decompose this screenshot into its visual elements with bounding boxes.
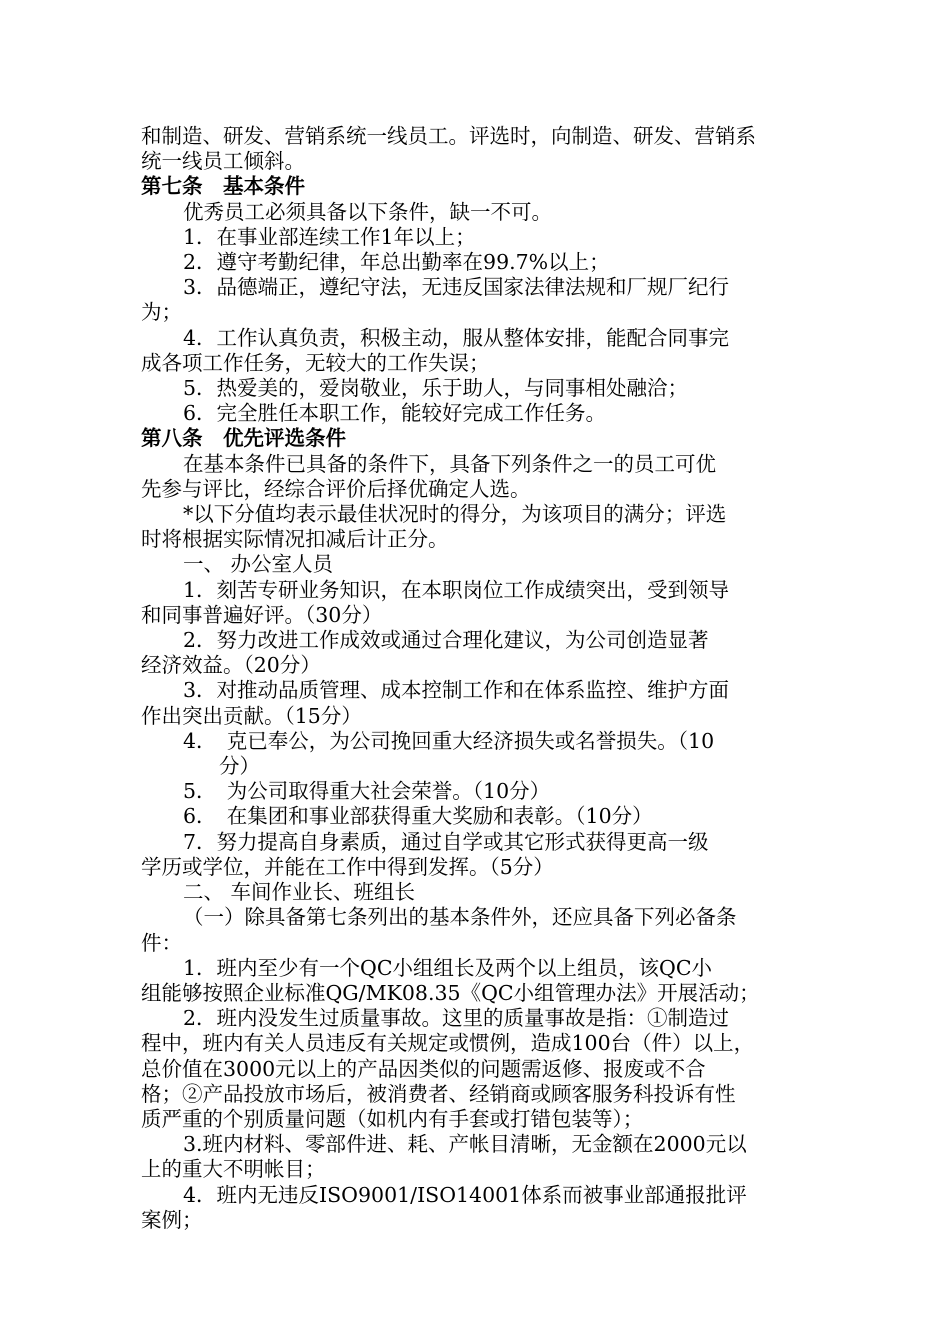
list-item-continuation: 和同事普遍好评。（30分） xyxy=(141,602,383,627)
list-item: 5．热爱美的，爱岗敬业，乐于助人，与同事相处融洽； xyxy=(183,376,689,401)
list-item: 5． 为公司取得重大社会荣誉。（10分） xyxy=(183,779,551,804)
list-item: 1．班内至少有一个QC小组组长及两个以上组员，该QC小 xyxy=(183,955,713,980)
list-item: 2．努力改进工作成效或通过合理化建议，为公司创造显著 xyxy=(183,628,709,653)
list-item-continuation: 格；②产品投放市场后，被消费者、经销商或顾客服务科投诉有性 xyxy=(141,1081,736,1106)
list-item: 4．班内无违反ISO9001/ISO14001体系而被事业部通报批评 xyxy=(183,1182,747,1207)
list-item-continuation: 总价值在3000元以上的产品因类似的问题需返修、报废或不合 xyxy=(141,1056,706,1081)
list-item-continuation: 程中，班内有关人员违反有关规定或惯例，造成100台（件）以上， xyxy=(141,1031,755,1056)
list-item: 2．班内没发生过质量事故。这里的质量事故是指：①制造过 xyxy=(183,1006,730,1031)
list-item: 3．品德端正，遵纪守法，无违反国家法律法规和厂规厂纪行 xyxy=(183,275,730,300)
list-item: 2．遵守考勤纪律，年总出勤率在99.7%以上； xyxy=(183,250,610,275)
list-item-continuation: 质严重的个别质量问题（如机内有手套或打错包装等）； xyxy=(141,1106,644,1131)
list-item: 3.班内材料、零部件进、耗、产帐目清晰，无金额在2000元以 xyxy=(183,1132,747,1157)
list-item-continuation: 经济效益。（20分） xyxy=(141,653,321,678)
list-item: 1．刻苦专研业务知识，在本职岗位工作成绩突出，受到领导 xyxy=(183,577,730,602)
paragraph-line: 和制造、研发、营销系统一线员工。评选时，向制造、研发、营销系 xyxy=(141,124,756,148)
list-item-continuation: 上的重大不明帐目； xyxy=(141,1157,326,1182)
note-line: 时将根据实际情况扣减后计正分。 xyxy=(141,527,449,552)
list-item-continuation: 成各项工作任务，无较大的工作失误； xyxy=(141,350,490,375)
list-item: 6．完全胜任本职工作，能较好完成工作任务。 xyxy=(183,401,607,426)
subsection-heading: 二、 车间作业长、班组长 xyxy=(183,880,416,905)
paragraph-line: 先参与评比，经综合评价后择优确定人选。 xyxy=(141,476,531,501)
document-page xyxy=(141,124,813,1233)
section-heading: 第七条 基本条件 xyxy=(141,174,305,199)
paragraph-line: 件： xyxy=(141,930,182,955)
list-item-continuation: 学历或学位，并能在工作中得到发挥。（5分） xyxy=(141,854,554,879)
list-item: 3．对推动品质管理、成本控制工作和在体系监控、维护方面 xyxy=(183,678,730,703)
list-item: 4．工作认真负责，积极主动，服从整体安排，能配合同事完 xyxy=(183,325,730,350)
list-item: 7．努力提高自身素质，通过自学或其它形式获得更高一级 xyxy=(183,829,709,854)
note-line: *以下分值均表示最佳状况时的得分，为该项目的满分；评选 xyxy=(183,502,727,527)
list-item-continuation: 组能够按照企业标准QG/MK08.35《QC小组管理办法》开展活动； xyxy=(141,980,760,1005)
list-item: 1．在事业部连续工作1年以上； xyxy=(183,224,476,249)
list-item: 6． 在集团和事业部获得重大奖励和表彰。（10分） xyxy=(183,804,653,829)
paragraph-line: （一）除具备第七条列出的基本条件外，还应具备下列必备条 xyxy=(183,905,737,930)
list-item-continuation: 作出突出贡献。（15分） xyxy=(141,703,362,728)
list-item-continuation: 分） xyxy=(219,754,260,779)
list-item-continuation: 为； xyxy=(141,300,182,325)
list-item-continuation: 案例； xyxy=(141,1207,203,1232)
paragraph-line: 优秀员工必须具备以下条件，缺一不可。 xyxy=(183,199,552,224)
subsection-heading: 一、 办公室人员 xyxy=(183,552,334,577)
paragraph-line: 统一线员工倾斜。 xyxy=(141,149,305,174)
paragraph-line: 在基本条件已具备的条件下，具备下列条件之一的员工可优 xyxy=(183,451,716,476)
list-item: 4． 克已奉公，为公司挽回重大经济损失或名誉损失。（10 xyxy=(183,728,715,753)
section-heading: 第八条 优先评选条件 xyxy=(141,426,346,451)
